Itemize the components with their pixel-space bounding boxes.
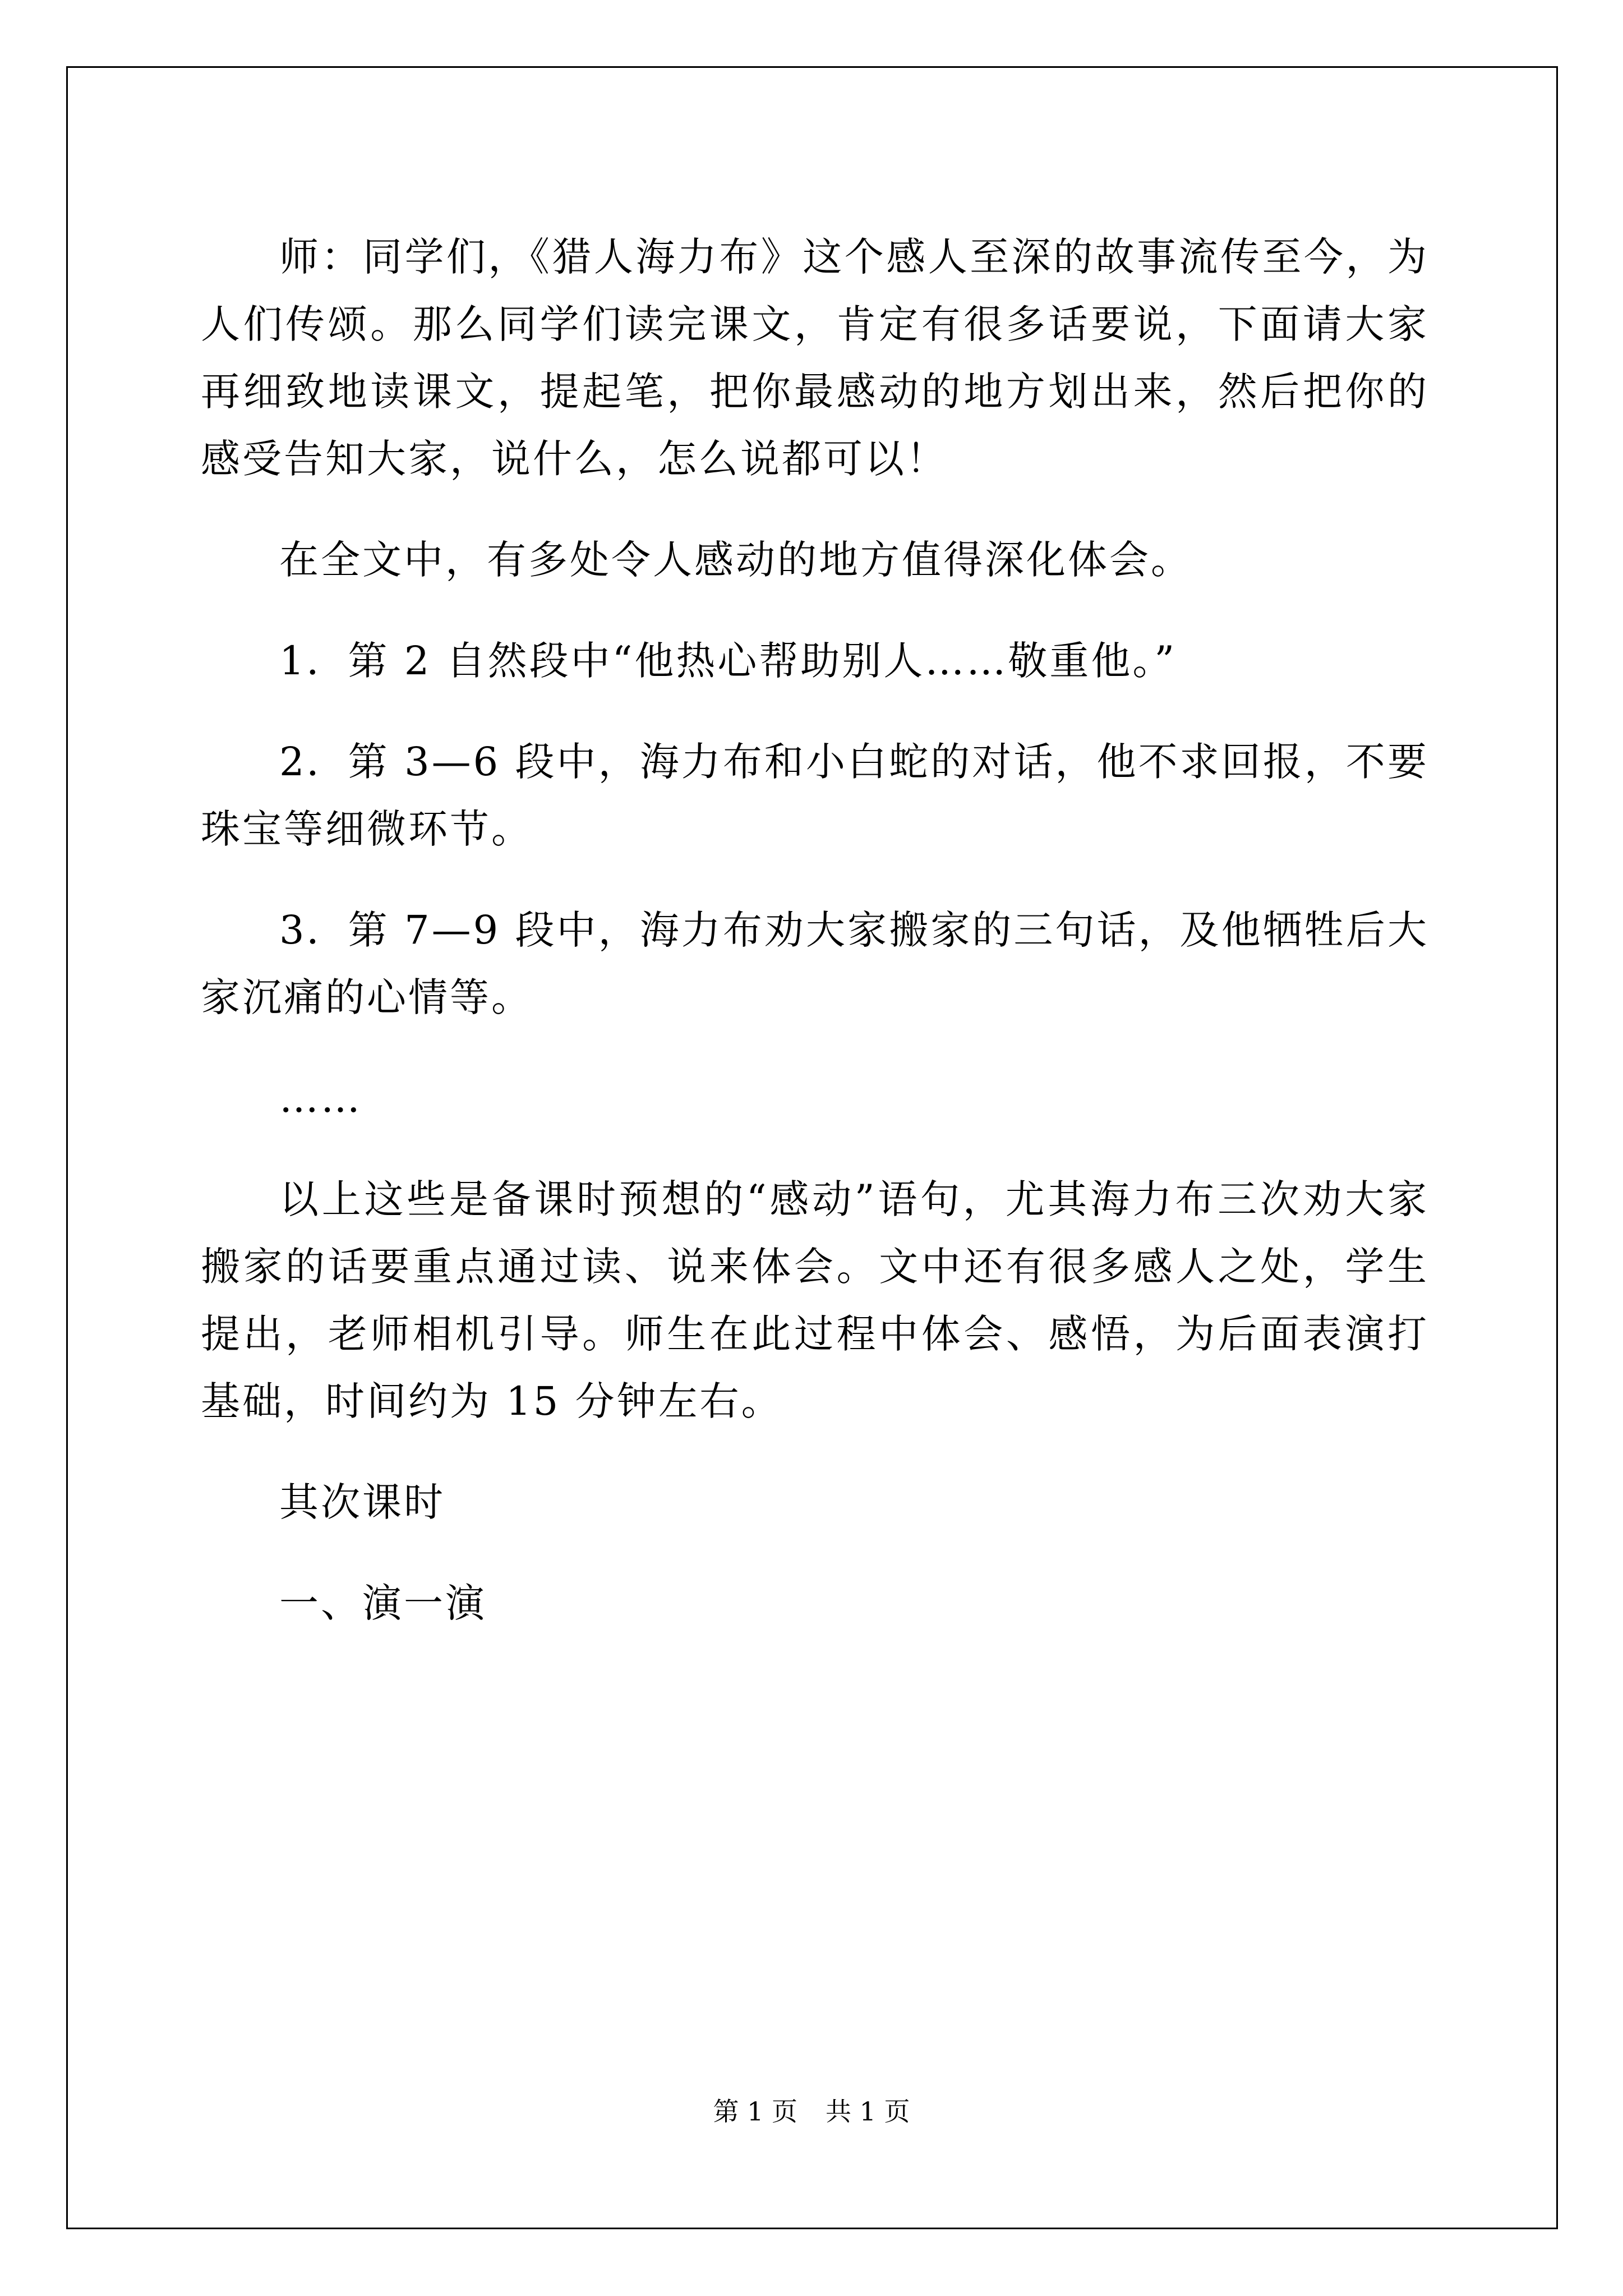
- page-footer: [0, 2095, 1623, 2128]
- paragraph-point-3: 3．第 7—9 段中，海力布劝大家搬家的三句话，及他牺牲后大家沉痛的心情等。: [201, 907, 1429, 1020]
- page-number-total: 共 1 页: [826, 2096, 910, 2127]
- section-heading-act-it-out: 一、演一演: [279, 1580, 487, 1626]
- section-heading-second-lesson: 其次课时: [279, 1479, 445, 1525]
- document-body: [201, 223, 1429, 1671]
- paragraph-point-2: 2．第 3—6 段中，海力布和小白蛇的对话，他不求回报，不要珠宝等细微环节。: [201, 739, 1429, 852]
- paragraph-summary: 在全文中，有多处令人感动的地方值得深化体会。: [279, 537, 1192, 583]
- paragraph-notes: 以上这些是备课时预想的“感动”语句，尤其海力布三次劝大家搬家的话要重点通过读、说来体会。文中还有很多感人之处，学生提出，老师相机引导。师生在此过程中体会、感悟，为后面表演打基础，时间约为 15 分钟左右。: [201, 1176, 1429, 1424]
- paragraph-ellipsis: ……: [279, 1075, 362, 1121]
- paragraph-point-1: 1．第 2 自然段中“他热心帮助别人……敬重他。”: [279, 638, 1177, 684]
- page-number-current: 第 1 页: [713, 2096, 797, 2127]
- paragraph-teacher-intro: 师：同学们，《猎人海力布》这个感人至深的故事流传至今，为人们传颂。那么同学们读完课文，肯定有很多话要说，下面请大家再细致地读课文，提起笔，把你最感动的地方划出来，然后把你的感受告知大家，说什么，怎么说都可以！: [201, 234, 1429, 482]
